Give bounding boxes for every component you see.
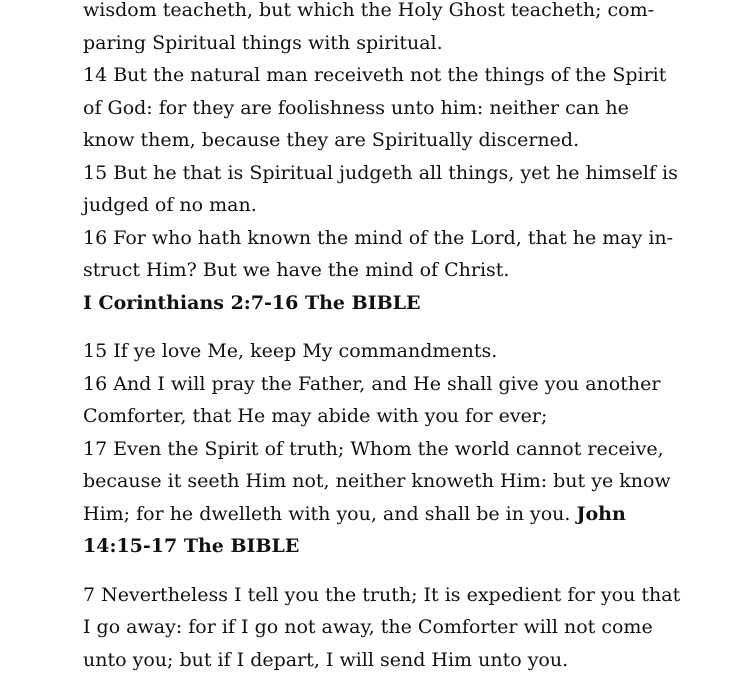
- verse-block-corinthians: [83, 0, 719, 319]
- text-line: know them, because they are Spiritually discerned.: [83, 129, 580, 151]
- text-line: 17 Even the Spirit of truth; Whom the world cannot receive,: [83, 437, 664, 460]
- text-line: 16 And I will pray the Father, and He shall give you another: [83, 372, 661, 395]
- text-line-with-reference: [83, 498, 719, 531]
- text-line: wisdom teacheth, but which the Holy Ghost teacheth; com-: [83, 0, 655, 21]
- text-line: struct Him? But we have the mind of Christ.: [83, 259, 510, 281]
- text-line: judged of no man.: [83, 194, 257, 216]
- text-line: 15 But he that is Spiritual judgeth all things, yet he himself is: [83, 161, 678, 184]
- text-line: 15 If ye love Me, keep My commandments.: [83, 340, 498, 362]
- text-line: 14 But the natural man receiveth not the things of the Spirit: [83, 64, 667, 86]
- scripture-reference-continued: 14:15-17 The BIBLE: [83, 535, 300, 557]
- paragraph-gap: [83, 563, 719, 579]
- text-line: unto you; but if I depart, I will send Him unto you.: [83, 648, 569, 671]
- scripture-reference: I Corinthians 2:7-16 The BIBLE: [83, 291, 421, 314]
- text-line-segment: Him; for he dwelleth with you, and shall be in you.: [83, 502, 577, 525]
- text-line: 16 For who hath known the mind of the Lord, that he may in-: [83, 226, 674, 249]
- text-line: Comforter, that He may abide with you for ever;: [83, 405, 548, 427]
- verse-block-john-16: [83, 579, 719, 677]
- text-line: of God: for they are foolishness unto him: neither can he: [83, 96, 629, 119]
- text-line: I go away: for if I go not away, the Comforter will not come: [83, 616, 653, 638]
- text-line: because it seeth Him not, neither knoweth Him: but ye know: [83, 470, 671, 492]
- verse-block-john: [83, 335, 719, 563]
- text-line: paring Spiritual things with spiritual.: [83, 31, 443, 54]
- scripture-reference: John: [576, 502, 626, 525]
- text-line: 7 Nevertheless I tell you the truth; It is expedient for you that: [83, 583, 681, 606]
- paragraph-gap: [83, 319, 719, 335]
- document-page: [83, 0, 719, 676]
